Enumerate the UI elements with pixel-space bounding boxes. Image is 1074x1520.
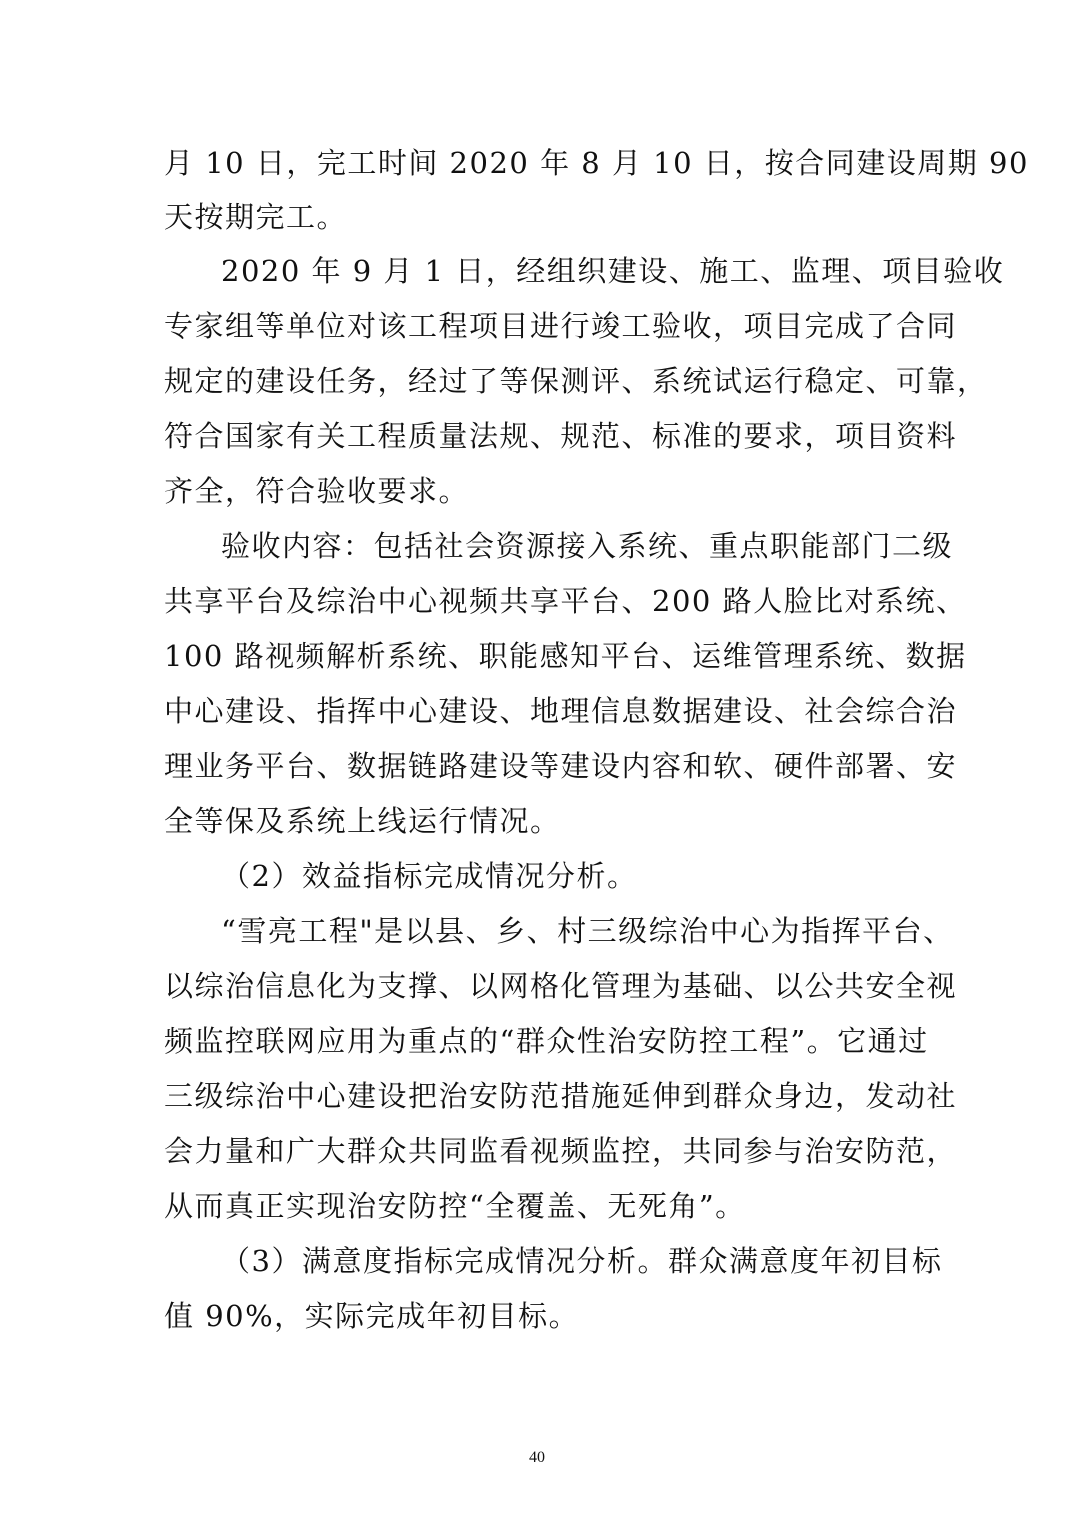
text-line: “雪亮工程"是以县、乡、村三级综治中心为指挥平台、 bbox=[221, 914, 954, 948]
text-line: 验收内容：包括社会资源接入系统、重点职能部门二级 bbox=[221, 529, 954, 563]
section-heading: （3）满意度指标完成情况分析。群众满意度年初目标 bbox=[221, 1244, 943, 1278]
text-line: 100 路视频解析系统、职能感知平台、运维管理系统、数据 bbox=[164, 639, 967, 673]
page-number: 40 bbox=[529, 1449, 545, 1466]
text-line: 月 10 日，完工时间 2020 年 8 月 10 日，按合同建设周期 90 bbox=[164, 146, 1029, 180]
text-line: 齐全，符合验收要求。 bbox=[164, 474, 470, 508]
text-line: 规定的建设任务，经过了等保测评、系统试运行稳定、可靠， bbox=[164, 364, 988, 398]
text-line: 全等保及系统上线运行情况。 bbox=[164, 804, 561, 838]
text-line: 从而真正实现治安防控“全覆盖、无死角”。 bbox=[164, 1189, 746, 1223]
text-line: 频监控联网应用为重点的“群众性治安防控工程”。它通过 bbox=[164, 1024, 929, 1058]
text-line: 共享平台及综治中心视频共享平台、200 路人脸比对系统、 bbox=[164, 584, 967, 618]
text-line: 专家组等单位对该工程项目进行竣工验收，项目完成了合同 bbox=[164, 309, 958, 343]
text-line: 天按期完工。 bbox=[164, 200, 348, 234]
text-line: 符合国家有关工程质量法规、规范、标准的要求，项目资料 bbox=[164, 419, 958, 453]
text-line: 中心建设、指挥中心建设、地理信息数据建设、社会综合治 bbox=[164, 694, 958, 728]
text-line: 以综治信息化为支撑、以网格化管理为基础、以公共安全视 bbox=[164, 969, 958, 1003]
text-line: 三级综治中心建设把治安防范措施延伸到群众身边，发动社 bbox=[164, 1079, 958, 1113]
text-line: 会力量和广大群众共同监看视频监控，共同参与治安防范， bbox=[164, 1134, 958, 1168]
text-line: 2020 年 9 月 1 日，经组织建设、施工、监理、项目验收 bbox=[221, 254, 1005, 288]
section-heading: （2）效益指标完成情况分析。 bbox=[221, 859, 638, 893]
text-line: 理业务平台、数据链路建设等建设内容和软、硬件部署、安 bbox=[164, 749, 958, 783]
text-line: 值 90%，实际完成年初目标。 bbox=[164, 1299, 580, 1333]
